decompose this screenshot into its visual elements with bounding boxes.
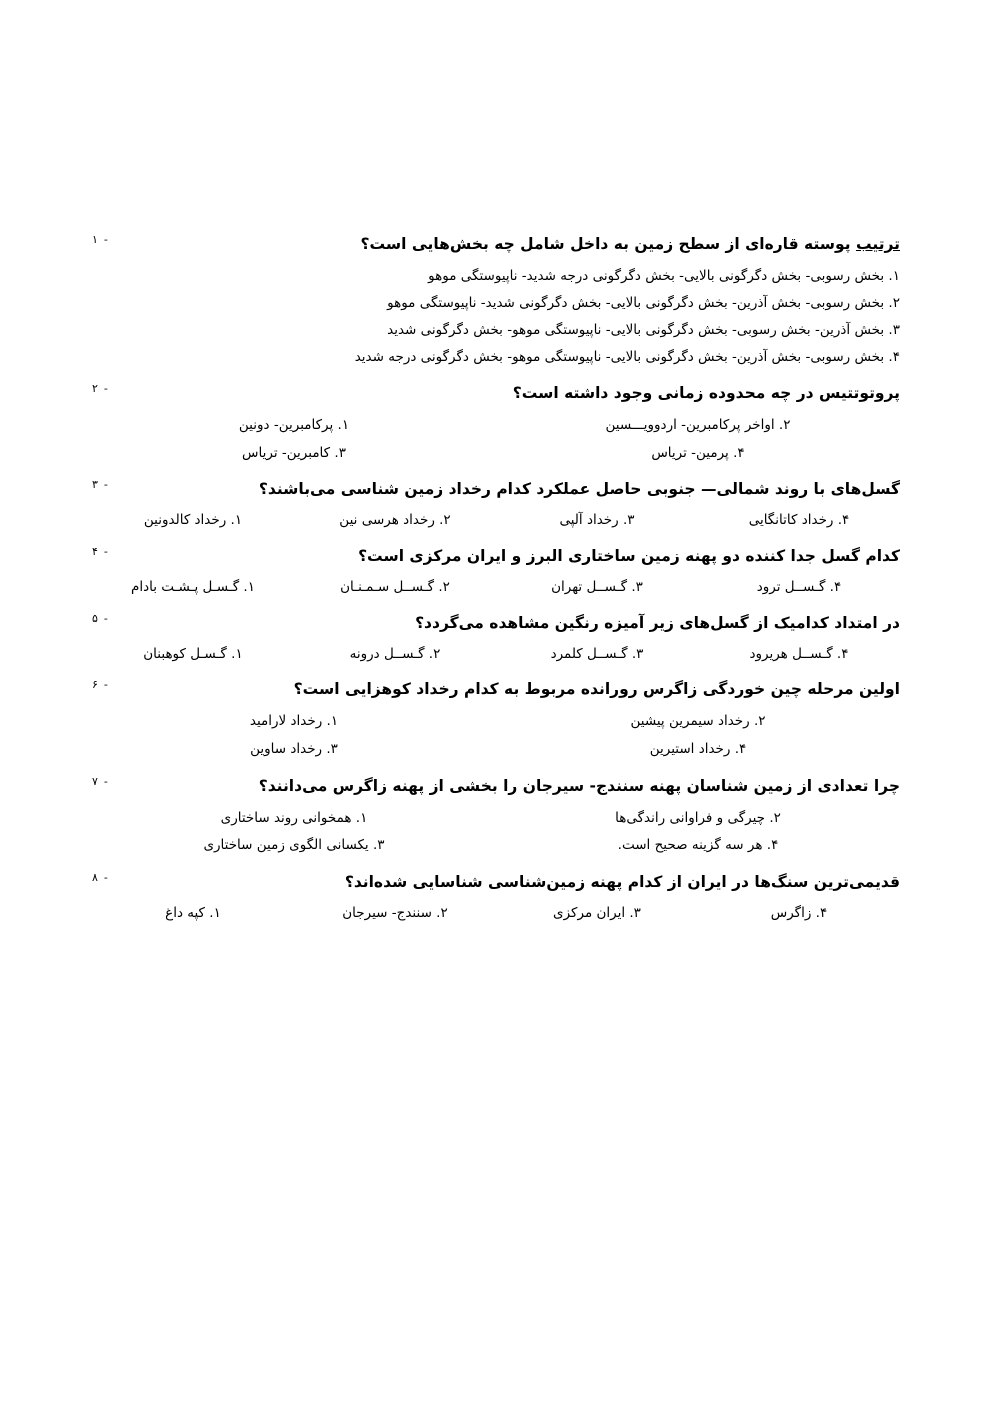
option-item[interactable]: ۱. رخداد لارامید xyxy=(249,713,339,730)
option-item[interactable]: ۱. همخوانی روند ساختاری xyxy=(220,809,368,826)
option-item[interactable]: ۲. چیرگی و فراوانی راندگی‌ها xyxy=(615,809,781,826)
option-item[interactable]: ۱. گـسـل کوهبنان xyxy=(143,645,243,662)
option-item[interactable]: ۱. بخش رسوبی- بخش دگرگونی بالایی- بخش دگرگونی درجه شدید- ناپیوستگی موهو xyxy=(428,268,900,285)
question-text-underlined: ترتیب xyxy=(855,235,900,253)
question-number: ۵ xyxy=(92,611,98,625)
option-item[interactable]: ۳. کامبرین- تریاس xyxy=(242,444,346,461)
question-block-2 xyxy=(92,381,900,467)
question-block-8 xyxy=(92,870,900,927)
option-list xyxy=(92,642,900,668)
question-text: اولین مرحله چین خوردگی زاگرس رورانده مربوط به کدام رخداد کوهزایی است؟ xyxy=(293,680,900,699)
question-block-5 xyxy=(92,611,900,668)
question-marker: - xyxy=(103,611,108,625)
question-marker: - xyxy=(103,871,108,885)
option-item[interactable]: ۴. پرمین- تریاس xyxy=(651,444,745,461)
option-item[interactable]: ۴. گـســل هریرود xyxy=(749,645,849,662)
question-marker: - xyxy=(103,545,108,559)
option-item[interactable]: ۳. گـســل کلمرد xyxy=(550,645,644,662)
option-item[interactable]: ۱. رخداد کالدونین xyxy=(143,512,243,529)
question-heading xyxy=(92,677,900,701)
option-list xyxy=(92,901,900,927)
option-list xyxy=(92,575,900,601)
question-block-6 xyxy=(92,677,900,763)
option-column-left xyxy=(496,708,900,763)
option-item[interactable]: ۲. رخداد سیمرین پیشین xyxy=(630,713,766,730)
question-number: ۷ xyxy=(92,774,98,788)
option-item[interactable]: ۴. رخداد استیرین xyxy=(649,741,747,758)
option-column-left xyxy=(496,805,900,860)
question-text xyxy=(114,232,900,256)
option-item[interactable]: ۱. پرکامبرین- دونین xyxy=(238,417,350,434)
option-item[interactable]: ۴. زاگرس xyxy=(770,905,828,922)
option-item[interactable]: ۲. اواخر پرکامبرین- اردوویـــسین xyxy=(605,417,791,434)
option-item[interactable]: ۳. بخش آذرین- بخش رسوبی- بخش دگرگونی بالایی- ناپیوستگی موهو- بخش دگرگونی شدید xyxy=(387,322,900,339)
question-text: کدام گسل جدا کننده دو پهنه زمین ساختاری البرز و ایران مرکزی است؟ xyxy=(358,547,900,566)
question-heading xyxy=(92,232,900,256)
option-item[interactable]: ۴. گـســل ترود xyxy=(756,579,842,596)
option-item[interactable]: ۴. هر سه گزینه صحیح است. xyxy=(617,837,779,854)
option-item[interactable]: ۱. گـسـل پـشـت بادام xyxy=(131,579,255,596)
question-marker: - xyxy=(103,678,108,692)
option-item[interactable]: ۴. رخداد کاتانگایی xyxy=(748,512,850,529)
option-column-right xyxy=(92,708,496,763)
option-item[interactable]: ۳. رخداد آلپی xyxy=(559,512,635,529)
option-item[interactable]: ۴. بخش رسوبی- بخش آذرین- بخش دگرگونی بالایی- ناپیوستگی موهو- بخش دگرگونی درجه شدید xyxy=(354,349,900,366)
option-list xyxy=(92,805,900,860)
option-item[interactable]: ۲. گـســل سـمـنـان xyxy=(340,579,450,596)
option-column-right xyxy=(92,412,496,467)
question-heading xyxy=(92,774,900,798)
option-column-right xyxy=(92,805,496,860)
question-text: قدیمی‌ترین سنگ‌ها در ایران از کدام پهنه زمین‌شناسی شناسایی شده‌اند؟ xyxy=(344,873,900,892)
question-block-1 xyxy=(92,232,900,371)
option-list xyxy=(92,263,900,371)
option-list xyxy=(92,508,900,534)
question-text: گسل‌های با روند شمالی— جنوبی حاصل عملکرد کدام رخداد زمین شناسی می‌باشند؟ xyxy=(258,480,900,499)
question-heading xyxy=(92,381,900,405)
question-text: در امتداد کدامیک از گسل‌های زیر آمیزه رنگین مشاهده می‌گردد؟ xyxy=(415,613,900,632)
option-item[interactable]: ۲. رخداد هرسی نین xyxy=(339,512,451,529)
option-item[interactable]: ۲. سنندج- سیرجان xyxy=(342,905,448,922)
question-block-3 xyxy=(92,477,900,534)
option-list xyxy=(92,708,900,763)
option-item[interactable]: ۲. بخش رسوبی- بخش آذرین- بخش دگرگونی بالایی- بخش دگرگونی شدید- ناپیوستگی موهو xyxy=(387,295,900,312)
question-number: ۸ xyxy=(92,871,98,885)
question-text: پروتوتتیس در چه محدوده زمانی وجود داشته است؟ xyxy=(512,384,900,403)
option-item[interactable]: ۳. ایران مرکزی xyxy=(553,905,641,922)
question-number: ۲ xyxy=(92,382,98,396)
option-item[interactable]: ۲. گـســل درونه xyxy=(349,645,441,662)
question-block-4 xyxy=(92,544,900,601)
question-heading xyxy=(92,870,900,894)
question-marker: - xyxy=(103,478,108,492)
question-marker: - xyxy=(103,382,108,396)
question-block-7 xyxy=(92,774,900,860)
option-list xyxy=(92,412,900,467)
question-heading xyxy=(92,477,900,501)
option-item[interactable]: ۳. رخداد ساوین xyxy=(250,741,338,758)
question-heading xyxy=(92,611,900,635)
option-item[interactable]: ۳. یکسانی الگوی زمین ساختاری xyxy=(203,837,385,854)
option-item[interactable]: ۳. گـســل تهران xyxy=(551,579,643,596)
question-number: ۱ xyxy=(92,233,98,246)
option-column-left xyxy=(496,412,900,467)
question-number: ۴ xyxy=(92,545,98,559)
option-item[interactable]: ۱. کپه داغ xyxy=(165,905,221,922)
question-text-rest: پوسته قاره‌ای از سطح زمین به داخل شامل چه بخش‌هایی است؟ xyxy=(360,235,851,253)
question-number: ۳ xyxy=(92,478,98,492)
question-marker: - xyxy=(103,774,108,788)
question-text: چرا تعدادی از زمین شناسان پهنه سنندج- سیرجان را بخشی از پهنه زاگرس می‌دانند؟ xyxy=(258,776,900,795)
question-number: ۶ xyxy=(92,678,98,692)
question-heading xyxy=(92,544,900,568)
question-marker: - xyxy=(103,233,108,246)
